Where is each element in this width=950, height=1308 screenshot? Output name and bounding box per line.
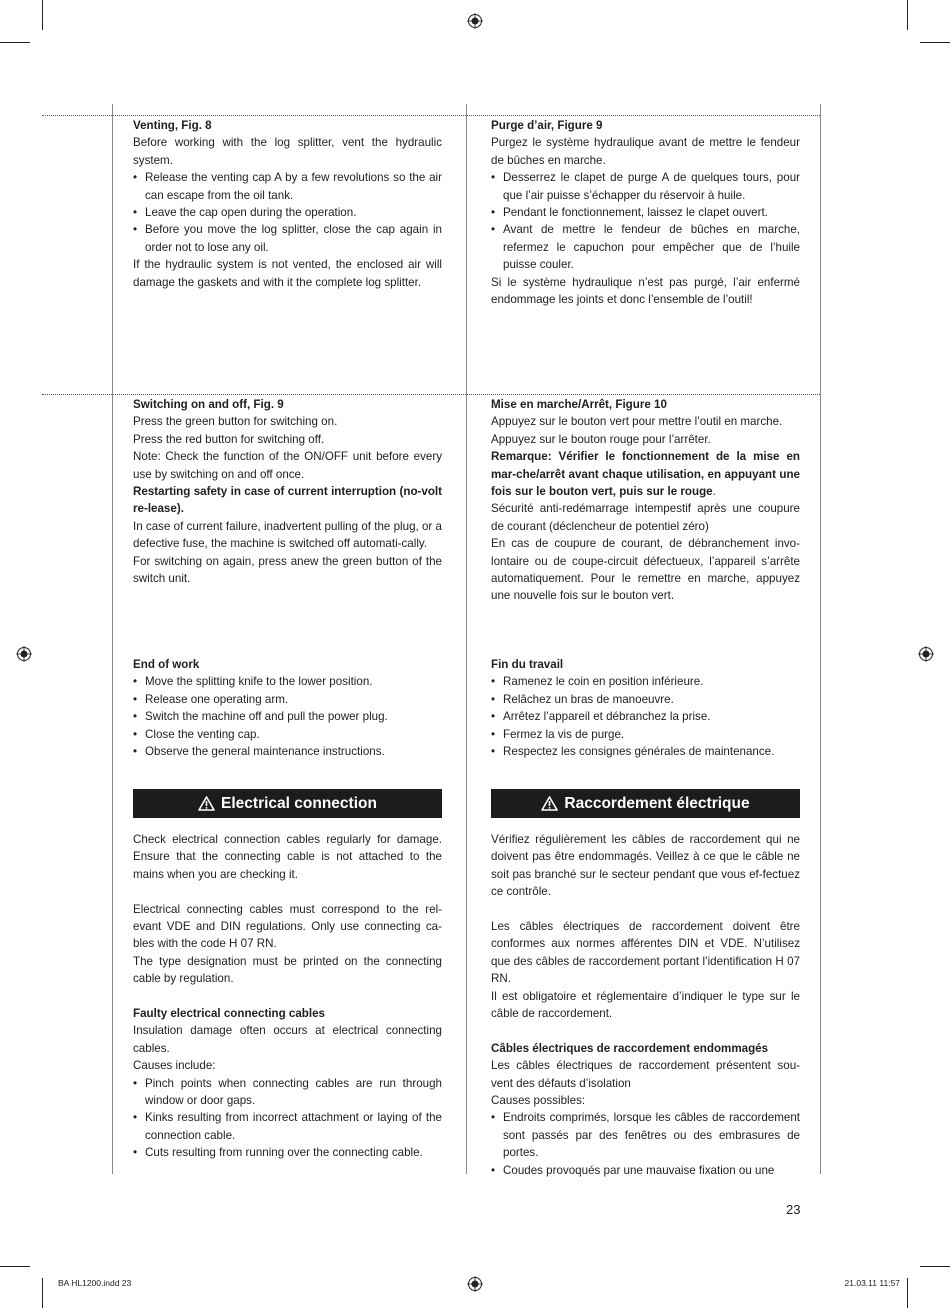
subsection-title: Câbles électriques de raccordement endommagés (491, 1041, 769, 1055)
crop-mark (920, 42, 950, 43)
paragraph: Si le système hydraulique n’est pas purgé, l’air enfermé endommage les joints et donc l’ensemble de l’outil! (491, 275, 800, 307)
list-item: • Release the venting cap A by a few revolutions so the air can escape from the oil tank. (133, 169, 442, 204)
section-title: Fin du travail (491, 658, 564, 671)
crop-mark (907, 0, 908, 30)
section-divider (42, 115, 820, 116)
paragraph: For switching on again, press anew the green button of the switch unit. (133, 554, 442, 586)
note-bold: Remarque: Vérifier le fonctionnement de la mise en mar-che/arrêt avant chaque utilisation, en appuyant une fois sur le bouton vert, puis sur le rouge (491, 450, 800, 499)
paragraph: Les câbles électriques de raccordement présentent sou-vent des défauts d’isolation (491, 1059, 800, 1090)
list-item: • Cuts resulting from running over the connecting cable. (133, 1144, 442, 1161)
list-item: • Desserrez le clapet de purge A de quelques tours, pour que l’air puisse s’échapper du réservoir à huile. (491, 169, 800, 204)
subsection-title: Restarting safety in case of current interruption (no-volt re-lease). (133, 485, 442, 516)
banner-title: Electrical connection (221, 794, 377, 812)
paragraph: Il est obligatoire et réglementaire d’indiquer le type sur le câble de raccordement. (491, 989, 800, 1021)
crop-mark (42, 1278, 43, 1308)
crop-mark (907, 1278, 908, 1308)
paragraph: If the hydraulic system is not vented, the enclosed air will damage the gaskets and with it the complete log splitter. (133, 258, 442, 289)
bullet-list (133, 673, 442, 760)
list-item: • Leave the cap open during the operation. (133, 204, 442, 221)
subsection-title: Faulty electrical connecting cables (133, 1007, 326, 1021)
list-item: • Ramenez le coin en position inférieure. (491, 673, 800, 690)
list-item: • Respectez les consignes générales de maintenance. (491, 743, 800, 760)
paragraph: En cas de coupure de courant, de débranchement invo-lontaire ou de coupe-circuit défectueux, l’appareil s’arrête automatiquement. Pour le remettre en marche, appuyez une nouvelle fois sur le bouton vert. (491, 537, 800, 603)
section-title: Purge d’air, Figure 9 (491, 119, 603, 132)
paragraph: Note: Check the function of the ON/OFF unit before every use by switching on and off once. (133, 450, 442, 481)
warning-icon (541, 796, 558, 811)
paragraph: Les câbles électriques de raccordement doivent être conformes aux normes afférentes DIN et VDE. N’utilisez que des câbles de raccordement portant l’identification H 07 RN. (491, 920, 800, 986)
crop-mark (920, 1266, 950, 1267)
paragraph: Causes possibles: (491, 1094, 586, 1108)
crop-mark (0, 1266, 30, 1267)
list-item: • Avant de mettre le fendeur de bûches en marche, refermez le capuchon pour empêcher que de l’huile puisse couler. (491, 221, 800, 273)
banner-title: Raccordement électrique (564, 794, 750, 812)
column-divider (466, 104, 467, 1174)
bullet-list (133, 1075, 442, 1162)
list-item: • Switch the machine off and pull the power plug. (133, 708, 442, 725)
column-divider (820, 104, 821, 1174)
list-item: • Observe the general maintenance instructions. (133, 743, 442, 760)
end-of-work-section-en (133, 656, 442, 760)
list-item: • Relâchez un bras de manoeuvre. (491, 691, 800, 708)
column-divider (112, 104, 113, 1174)
list-item: • Before you move the log splitter, close the cap again in order not to lose any oil. (133, 221, 442, 256)
bullet-list (491, 169, 800, 273)
list-item: • Coudes provoqués par une mauvaise fixation ou une (491, 1162, 800, 1179)
section-title: Mise en marche/Arrêt, Figure 10 (491, 398, 667, 411)
list-item: • Pinch points when connecting cables are run through window or door gaps. (133, 1075, 442, 1110)
warning-icon (198, 796, 215, 811)
paragraph: Appuyez sur le bouton rouge pour l’arrêter. (491, 432, 711, 446)
list-item: • Kinks resulting from incorrect attachment or laying of the connection cable. (133, 1109, 442, 1144)
paragraph: Press the red button for switching off. (133, 432, 325, 446)
list-item: • Pendant le fonctionnement, laissez le clapet ouvert. (491, 204, 800, 221)
electrical-connection-banner-fr (491, 789, 800, 818)
list-item: • Endroits comprimés, lorsque les câbles de raccordement sont passés par des fenêtres ou des embrasures de portes. (491, 1109, 800, 1161)
paragraph: Causes include: (133, 1059, 216, 1073)
list-item: • Move the splitting knife to the lower position. (133, 673, 442, 690)
list-item: • Close the venting cap. (133, 726, 442, 743)
section-title: End of work (133, 658, 200, 671)
paragraph: Check electrical connection cables regularly for damage. Ensure that the connecting cable is not attached to the mains when you are checking it. (133, 833, 442, 881)
paragraph: Purgez le système hydraulique avant de mettre le fendeur de bûches en marche. (491, 136, 800, 167)
paragraph: In case of current failure, inadvertent pulling of the plug, or a defective fuse, the machine is switched off automati-cally. (133, 519, 442, 551)
crop-mark (0, 42, 30, 43)
paragraph: Appuyez sur le bouton vert pour mettre l’outil en marche. (491, 415, 783, 429)
list-item: • Release one operating arm. (133, 691, 442, 708)
bullet-list (491, 673, 800, 760)
electrical-section-fr (491, 831, 800, 1179)
bullet-list (133, 169, 442, 256)
section-title: Switching on and off, Fig. 9 (133, 398, 284, 411)
paragraph: Vérifiez régulièrement les câbles de raccordement qui ne doivent pas être endommagés. Veillez à ce que le câble ne soit pas branché sur le secteur pendant que vous ef-fectuez ce contrôle. (491, 833, 800, 899)
slug-date: 21.03.11 11:57 (844, 1278, 900, 1288)
bullet-list (491, 1109, 800, 1179)
section-title: Venting, Fig. 8 (133, 119, 212, 132)
registration-mark-icon (16, 646, 32, 662)
venting-section-fr (491, 117, 800, 308)
paragraph: Sécurité anti-redémarrage intempestif après une coupure de courant (déclencheur de potentiel zéro) (491, 502, 800, 533)
list-item: • Fermez la vis de purge. (491, 726, 800, 743)
paragraph: Electrical connecting cables must correspond to the rel-evant VDE and DIN regulations. Only use connecting ca-bles with the code H 07 RN. (133, 902, 442, 951)
registration-mark-icon (918, 646, 934, 662)
paragraph: Remarque: Vérifier le fonctionnement de la mise en mar-che/arrêt avant chaque utilisation, en appuyant une fois sur le bouton vert, puis sur le rouge. (491, 450, 800, 499)
electrical-connection-banner (133, 789, 442, 818)
paragraph: Before working with the log splitter, vent the hydraulic system. (133, 136, 442, 167)
venting-section-en (133, 117, 442, 291)
paragraph: Press the green button for switching on. (133, 415, 338, 429)
registration-mark-icon (467, 1276, 483, 1292)
list-item: • Arrêtez l’appareil et débranchez la prise. (491, 708, 800, 725)
crop-mark (42, 0, 43, 30)
paragraph: The type designation must be printed on the connecting cable by regulation. (133, 954, 442, 986)
registration-mark-icon (467, 13, 483, 29)
slug-file: BA HL1200.indd 23 (58, 1278, 132, 1288)
electrical-section-en (133, 831, 442, 1162)
section-divider (42, 394, 820, 395)
switching-section-fr (491, 396, 800, 605)
end-of-work-section-fr (491, 656, 800, 760)
page-number: 23 (786, 1202, 801, 1217)
switching-section-en (133, 396, 442, 587)
paragraph: Insulation damage often occurs at electrical connecting cables. (133, 1024, 442, 1055)
